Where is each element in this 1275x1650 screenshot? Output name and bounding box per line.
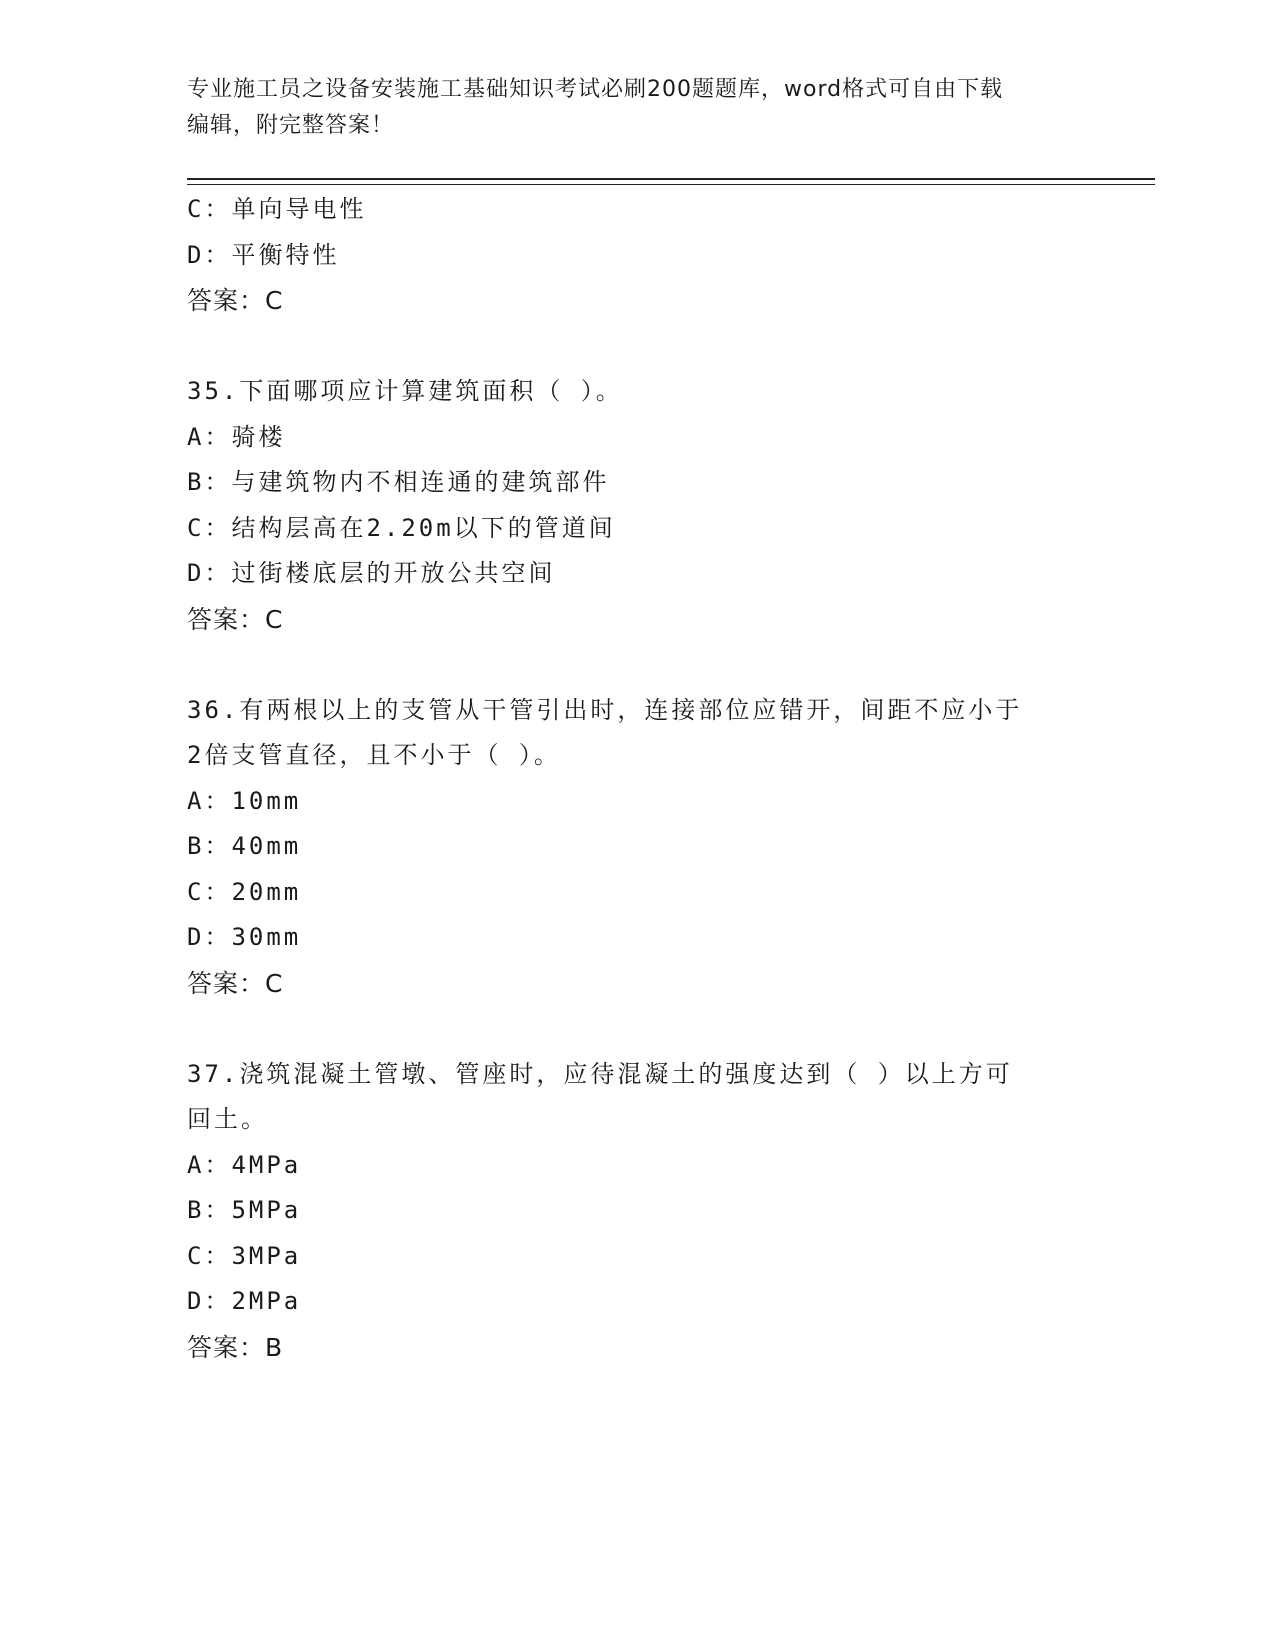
question-block	[187, 688, 1087, 1007]
question-stem: 35.下面哪项应计算建筑面积（ ）。	[187, 377, 623, 405]
option-c: C：20mm	[187, 877, 302, 906]
option-d: D：平衡特性	[187, 240, 340, 269]
header-divider-thin	[187, 184, 1155, 185]
option-d: D：2MPa	[187, 1287, 302, 1315]
option-a: A：骑楼	[187, 422, 286, 451]
question-stem: 37.浇筑混凝土管墩、管座时，应待混凝土的强度达到（ ）以上方可	[187, 1059, 1013, 1088]
answer-line: 答案：C	[187, 286, 284, 315]
answer-line: 答案：C	[187, 968, 284, 998]
question-list	[187, 187, 1087, 1370]
header-divider-thick	[187, 178, 1155, 180]
option-c: C：3MPa	[187, 1241, 302, 1270]
answer-line: 答案：C	[187, 604, 284, 634]
question-block	[187, 369, 1087, 642]
option-a: A：10mm	[187, 786, 302, 815]
header-title-line2: 编辑，附完整答案！	[187, 113, 395, 138]
option-b: B：40mm	[187, 832, 302, 860]
question-stem: 36.有两根以上的支管从干管引出时，连接部位应错开，间距不应小于	[187, 695, 1023, 724]
option-b: B：与建筑物内不相连通的建筑部件	[187, 468, 610, 496]
option-d: D：过街楼底层的开放公共空间	[187, 559, 556, 587]
option-b: B：5MPa	[187, 1196, 302, 1224]
option-d: D：30mm	[187, 923, 302, 951]
question-block	[187, 1052, 1087, 1371]
option-c: C：单向导电性	[187, 195, 367, 223]
question-stem-continued: 2倍支管直径，且不小于（ ）。	[187, 741, 561, 769]
option-a: A：4MPa	[187, 1150, 302, 1179]
option-c: C：结构层高在2.20m以下的管道间	[187, 513, 616, 542]
question-stem-continued: 回土。	[187, 1105, 268, 1133]
answer-line: 答案：B	[187, 1332, 284, 1362]
header-title-line1: 专业施工员之设备安装施工基础知识考试必刷200题题库，word格式可自由下载	[187, 77, 1004, 102]
document-header	[187, 72, 1067, 144]
